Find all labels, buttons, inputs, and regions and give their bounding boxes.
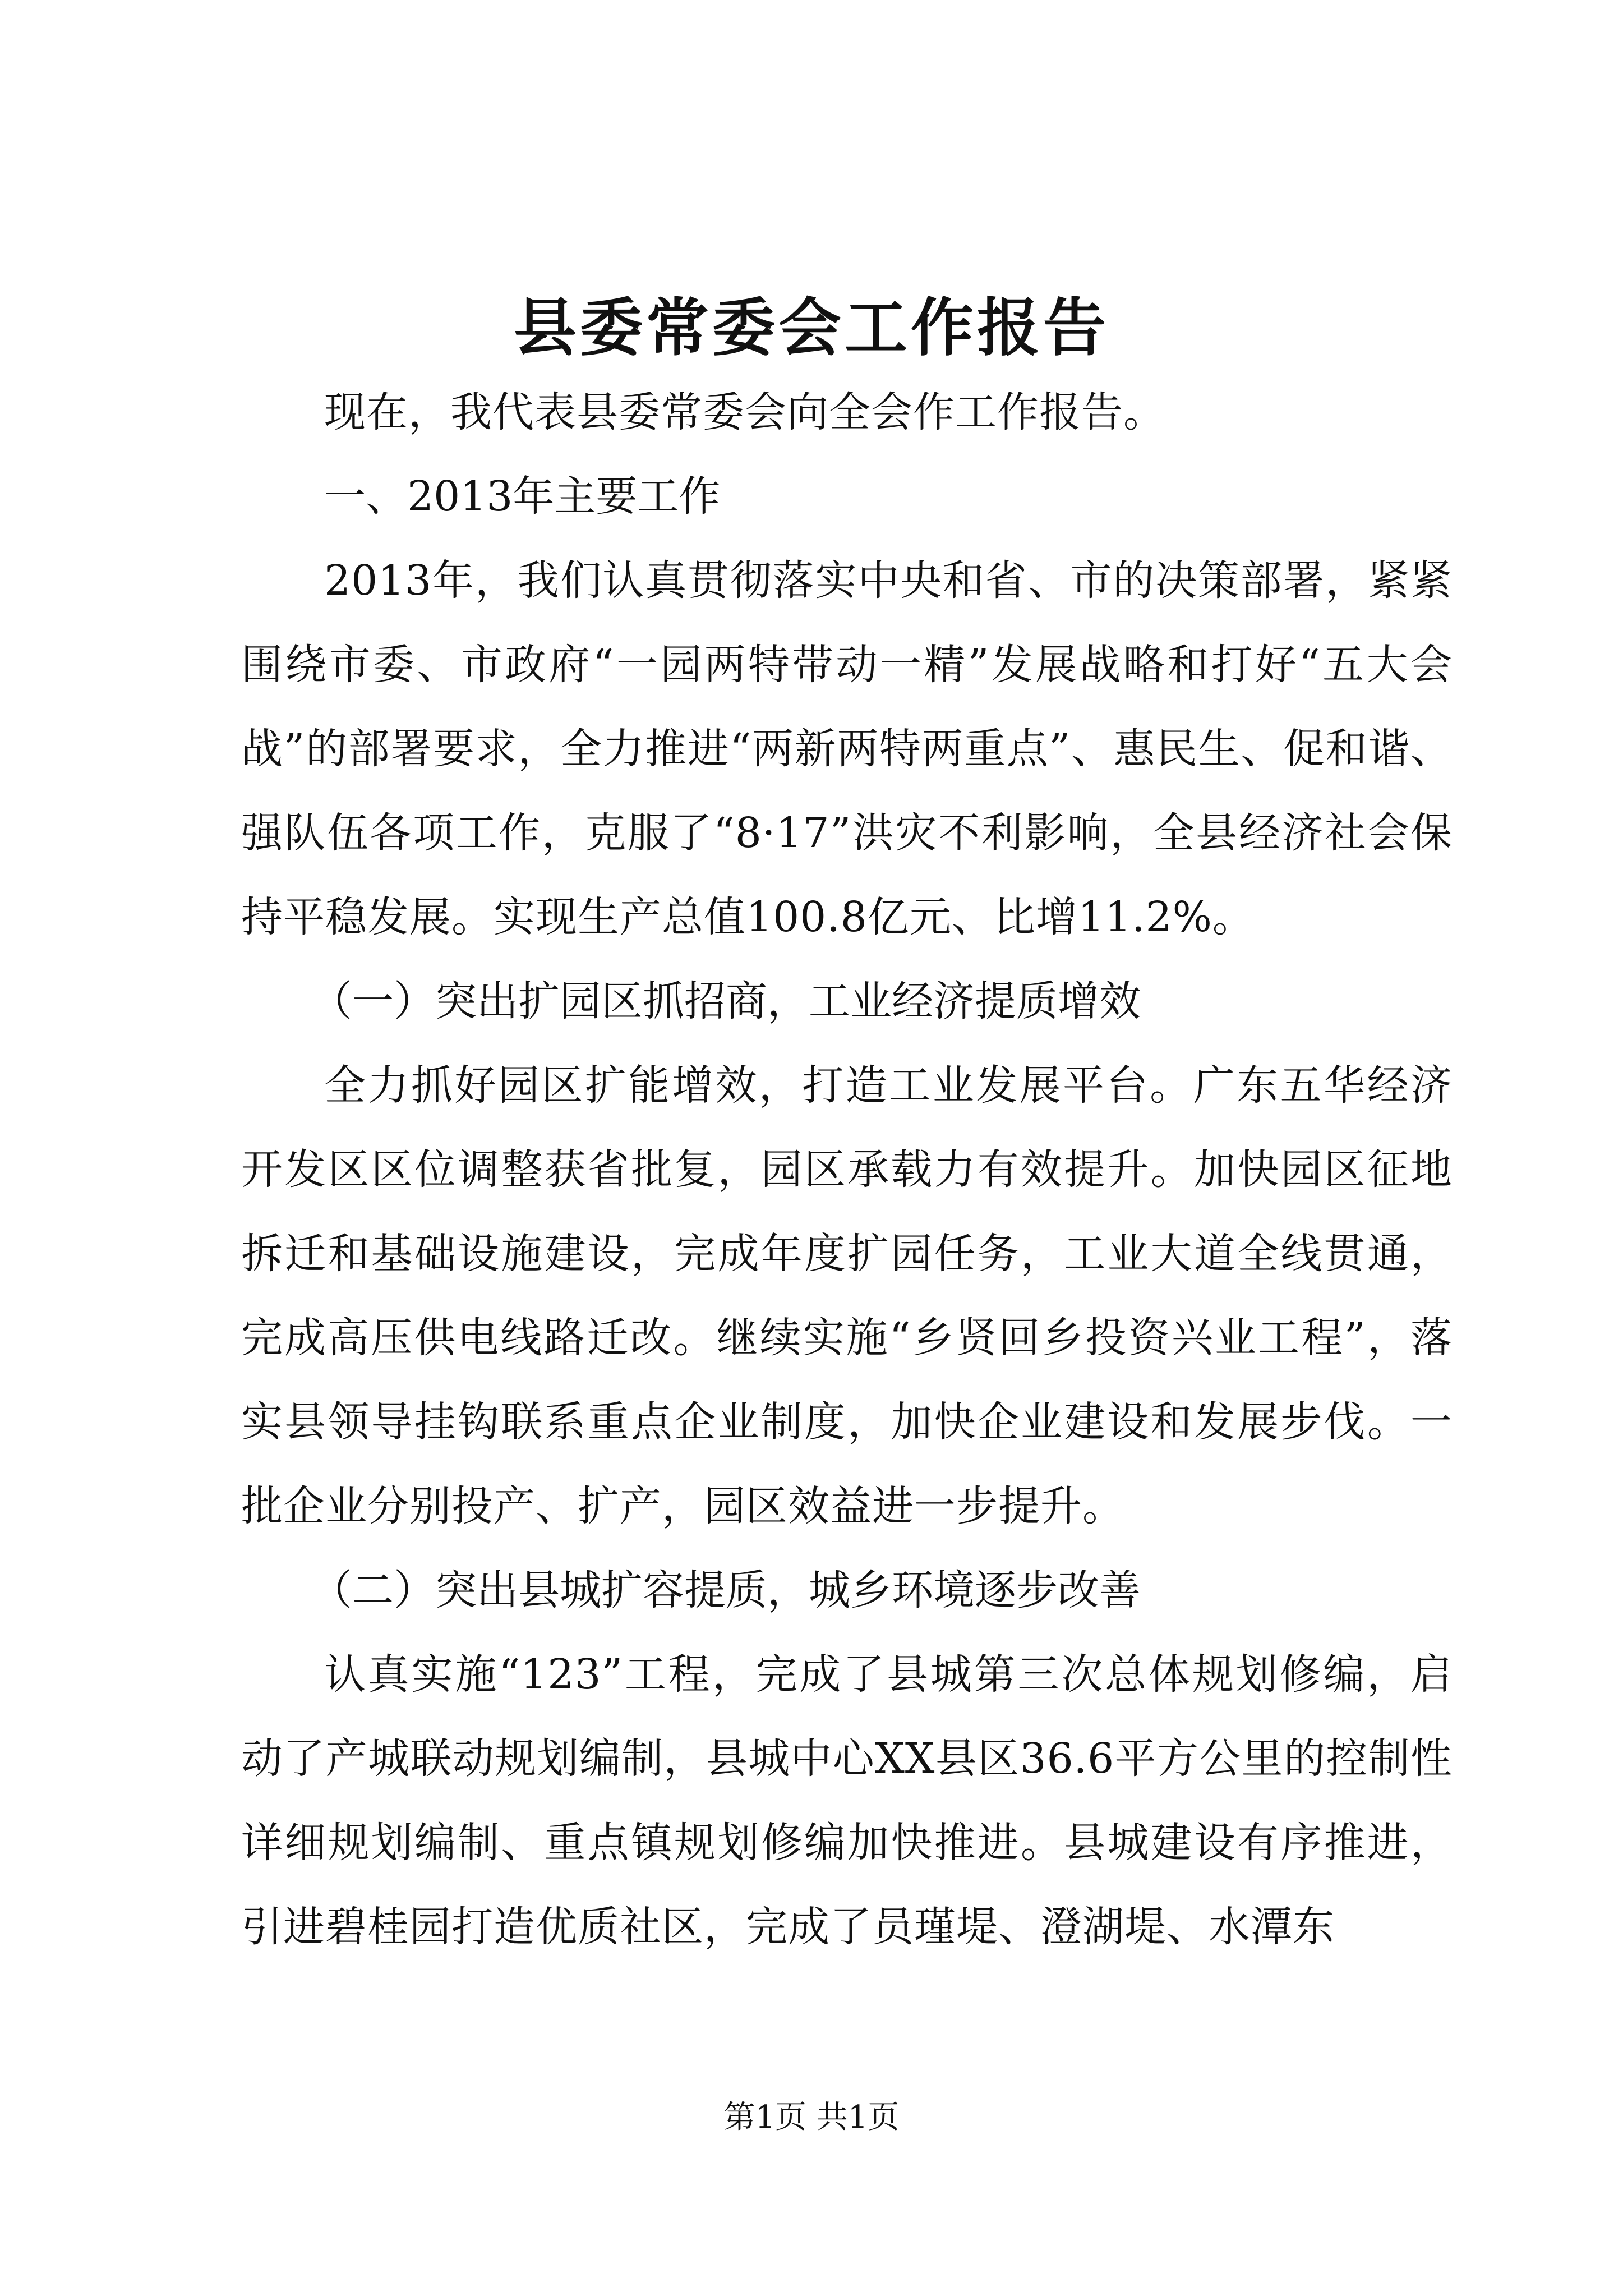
subsection-heading-1: （一）突出扩园区抓招商，工业经济提质增效 (311, 977, 1141, 1025)
page-number-footer: 第1页 共1页 (723, 2099, 900, 2136)
document-title: 县委常委会工作报告 (514, 291, 1109, 365)
section-heading-1: 一、2013年主要工作 (324, 472, 721, 521)
summary-paragraph: 2013年，我们认真贯彻落实中央和省、市的决策部署，紧紧围绕市委、市政府“一园两特带动一精”发展战略和打好“五大会战”的部署要求，全力推进“两新两特两重点”、惠民生、促和谐、强队伍各项工作，克服了“8·17”洪灾不利影响，全县经济社会保持平稳发展。实现生产总值100.8亿元、比增11.2%。 (241, 556, 1453, 941)
document-body (241, 370, 1453, 1969)
urban-paragraph: 认真实施“123”工程，完成了县城第三次总体规划修编，启动了产城联动规划编制，县城中心XX县区36.6平方公里的控制性详细规划编制、重点镇规划修编加快推进。县城建设有序推进，引进碧桂园打造优质社区，完成了员瑾堤、澄湖堤、水潭东 (241, 1650, 1453, 1951)
subsection-heading-2: （二）突出县城扩容提质，城乡环境逐步改善 (311, 1566, 1141, 1614)
intro-paragraph: 现在，我代表县委常委会向全会作工作报告。 (324, 388, 1165, 436)
industry-paragraph: 全力抓好园区扩能增效，打造工业发展平台。广东五华经济开发区区位调整获省批复，园区承载力有效提升。加快园区征地拆迁和基础设施建设，完成年度扩园任务，工业大道全线贯通，完成高压供电线路迁改。继续实施“乡贤回乡投资兴业工程”，落实县领导挂钩联系重点企业制度，加快企业建设和发展步伐。一批企业分别投产、扩产，园区效益进一步提升。 (241, 1061, 1453, 1530)
